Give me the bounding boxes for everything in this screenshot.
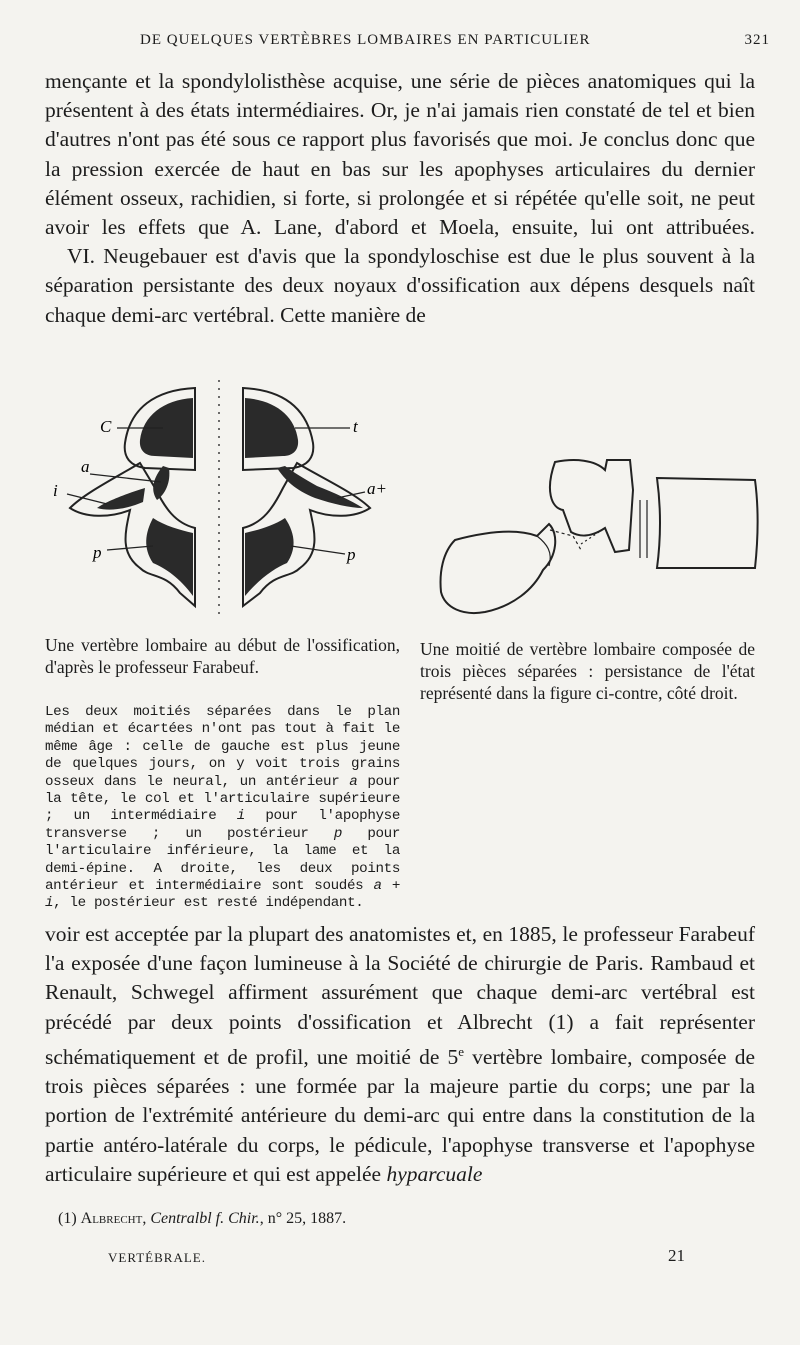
italic-term: hyparcuale (386, 1161, 483, 1186)
pedicle-piece (550, 460, 633, 552)
text-run: vertèbre lombaire, composée de trois pièces séparées : une formée par la majeure partie du corps; une par la portion de l'extrémité antérieure du demi-arc qui entre dans la constitution de la partie antéro-latérale du corps, le pédicule, l'apophyse transverse et l'apophyse articulaire supérieure et qui est appelée (45, 1044, 755, 1186)
label-c-right: t (353, 417, 358, 436)
caption-var: i (236, 808, 245, 825)
caption-text: Les deux moitiés séparées dans le plan médian et écartées n'ont pas tout à fait le même âge : celle de gauche est plus jeune de quelques jours, on y voit trois grains osseux dans le neural, un antérieur (45, 704, 400, 790)
body-text-top (45, 67, 755, 330)
caption-left-title: Une vertèbre lombaire au début de l'ossification, d'après le professeur Farabeuf. (45, 635, 400, 677)
right-point-a-plus-i (277, 466, 363, 508)
caption-text: , le postérieur est resté indépendant. (53, 895, 364, 912)
left-point-i (97, 488, 145, 510)
text-run: voir est acceptée par la plupart des anatomistes et, en 1885, le professeur Farabeuf l'a exposée d'une façon lumineuse à la Société de chirurgie de Paris. Rambaud et Renault, Schwegel affirment assurément que chaque demi-arc vertébral est précédé par deux points d'ossification et Albrecht (1) a fait représenter schématiquement et de profil, une moitié de 5 (45, 922, 755, 1069)
caption-right: Une moitié de vertèbre lombaire composée de trois pièces séparées : persistance de l'état représenté dans la figure ci-contre, côté droit. (420, 639, 755, 703)
right-body-ossification (245, 398, 298, 458)
page-number: 321 (744, 32, 770, 48)
label-p-left: p (93, 543, 102, 562)
left-point-p (146, 518, 193, 596)
footnote-sep: , (142, 1210, 151, 1227)
caption-var: a + i (45, 878, 400, 912)
footnote-journal: Centralbl f. Chir. (150, 1210, 260, 1227)
superscript: e (458, 1043, 465, 1059)
caption-text: pour l'apophyse transverse ; un postérieur (45, 808, 400, 842)
footnote-author: Albrecht (80, 1210, 143, 1227)
caption-left-body (45, 704, 400, 913)
signature-number: 21 (668, 1246, 685, 1265)
paragraph-continuation: mençante et la spondylolisthèse acquise, une série de pièces anatomiques qui la présentent à des états intermédiaires. Or, je n'ai jamais rien constaté de tel et bien d'autres n'ont pas été sous ce rapport plus favorisés que moi. Je conclus donc que la pression exercée de haut en bas sur les apophyses articulaires du dernier élément osseux, rachidien, si forte, si prolongée et si répétée qu'elle soit, ne peut avoir les effets que A. Lane, d'abord et Moela, ensuite, lui ont attribuées. (45, 69, 755, 240)
paragraph-continuation-bottom (45, 920, 755, 1189)
caption-text: pour la tête, le col et l'articulaire supérieure ; un intermédiaire (45, 773, 401, 825)
paragraph-vi: VI. Neugebauer est d'avis que la spondyloschise est due le plus souvent à la séparation persistante des deux noyaux d'ossification aux dépens desquels naît chaque demi-arc vertébral. Cette manière de (45, 244, 755, 327)
label-p-right: p (347, 545, 356, 564)
figure-half-vertebra-profile (425, 440, 775, 630)
label-i: i (53, 481, 58, 500)
body-text-bottom (45, 920, 755, 1189)
header-title: DE QUELQUES VERTÈBRES LOMBAIRES EN PARTICULIER (140, 32, 591, 48)
vertebral-body-piece (657, 478, 758, 568)
left-point-a (153, 466, 169, 500)
caption-text: pour l'articulaire inférieure, la lame et la demi-épine. A droite, les deux points antérieur et intermédiaire sont soudés (45, 825, 400, 895)
label-a: a (81, 457, 90, 476)
caption-var: a (349, 773, 358, 790)
caption-var: p (333, 825, 343, 842)
signature-mark: VERTÉBRALE. (108, 1250, 206, 1265)
label-a-plus: a+ (367, 479, 387, 498)
label-c-left: C (100, 417, 112, 436)
footnote-marker: (1) (58, 1210, 81, 1227)
figure-vertebra-ossification (45, 368, 415, 618)
footnote (58, 1210, 346, 1228)
running-header (45, 32, 770, 54)
footnote-details: , n° 25, 1887. (259, 1210, 347, 1227)
